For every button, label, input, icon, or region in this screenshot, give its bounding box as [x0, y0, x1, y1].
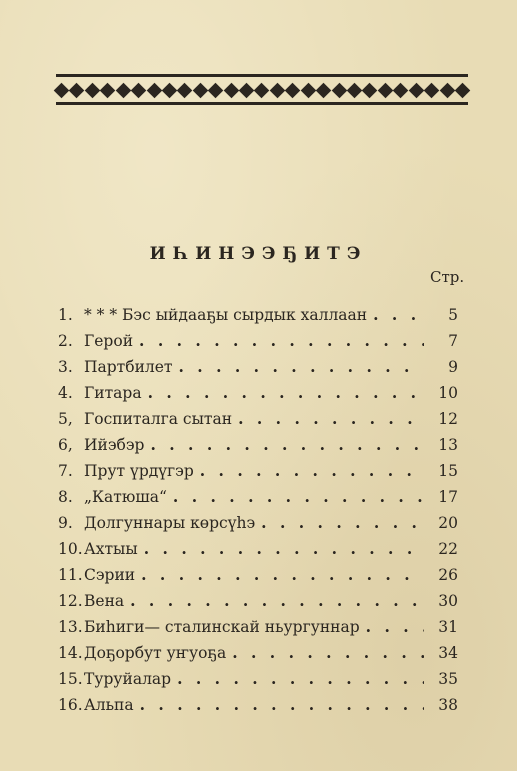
- dot-leader: [173, 484, 424, 510]
- entry-title: Сэрии: [84, 566, 136, 584]
- diamond-ornament-icon: [193, 82, 209, 98]
- entry-number: 16.: [58, 696, 83, 714]
- diamond-ornament-icon: [85, 82, 101, 98]
- ornament-diamonds: [56, 81, 468, 99]
- entry-title: Биһиги— сталинскай ньургуннар: [84, 618, 360, 636]
- diamond-ornament-icon: [285, 82, 301, 98]
- dot-leader: [140, 692, 424, 718]
- entry-title: „Катюша“: [84, 488, 167, 506]
- diamond-ornament-icon: [100, 82, 116, 98]
- entry-page: 20: [438, 514, 458, 532]
- entry-number: 4.: [58, 384, 73, 402]
- dot-leader: [150, 432, 424, 458]
- diamond-ornament-icon: [424, 82, 440, 98]
- entry-number: 6,: [58, 436, 73, 454]
- diamond-ornament-icon: [439, 82, 455, 98]
- entry-page: 22: [438, 540, 458, 558]
- entry-page: 15: [438, 462, 458, 480]
- entry-title: Доҕорбут уҥуоҕа: [84, 644, 227, 662]
- page-column-label: Стр.: [430, 268, 465, 286]
- entry-page: 31: [438, 618, 458, 636]
- toc-entry[interactable]: [58, 458, 458, 484]
- toc-entry[interactable]: [58, 536, 458, 562]
- diamond-ornament-icon: [146, 82, 162, 98]
- toc-entry[interactable]: [58, 666, 458, 692]
- toc-entry[interactable]: [58, 588, 458, 614]
- diamond-ornament-icon: [162, 82, 178, 98]
- entry-page: 10: [438, 384, 458, 402]
- dot-leader: [130, 588, 424, 614]
- entry-title: Ийэбэр: [84, 436, 145, 454]
- entry-title: Партбилет: [84, 358, 173, 376]
- entry-page: 5: [448, 306, 458, 324]
- diamond-ornament-icon: [115, 82, 131, 98]
- toc-entry[interactable]: [58, 380, 458, 406]
- entry-number: 14.: [58, 644, 83, 662]
- contents-heading: ИҺИНЭЭҔИТЭ: [149, 244, 368, 264]
- entry-page: 30: [438, 592, 458, 610]
- diamond-ornament-icon: [223, 82, 239, 98]
- entry-title: Альпа: [84, 696, 134, 714]
- dot-leader: [179, 354, 424, 380]
- entry-number: 9.: [58, 514, 73, 532]
- ornament-rule-bottom: [56, 102, 468, 105]
- table-of-contents: [58, 302, 458, 718]
- dot-leader: [141, 562, 424, 588]
- entry-title: Ахтыы: [84, 540, 138, 558]
- diamond-ornament-icon: [408, 82, 424, 98]
- diamond-ornament-icon: [347, 82, 363, 98]
- dot-leader: [261, 510, 424, 536]
- diamond-ornament-icon: [54, 82, 70, 98]
- diamond-ornament-icon: [362, 82, 378, 98]
- entry-title: Вена: [84, 592, 125, 610]
- entry-number: 2.: [58, 332, 73, 350]
- entry-number: 3.: [58, 358, 73, 376]
- diamond-ornament-icon: [254, 82, 270, 98]
- dot-leader: [373, 302, 424, 328]
- entry-title: Туруйалар: [84, 670, 172, 688]
- entry-number: 5,: [58, 410, 73, 428]
- ornament-rule-top: [56, 74, 468, 77]
- entry-number: 15.: [58, 670, 83, 688]
- diamond-ornament-icon: [455, 82, 471, 98]
- diamond-ornament-icon: [131, 82, 147, 98]
- entry-number: 13.: [58, 618, 83, 636]
- toc-entry[interactable]: [58, 328, 458, 354]
- toc-entry[interactable]: [58, 406, 458, 432]
- entry-page: 34: [438, 644, 458, 662]
- entry-title: Долгуннары көрсүһэ: [84, 514, 256, 532]
- entry-title: * * * Бэс ыйдааҕы сырдык халлаан: [84, 306, 368, 324]
- toc-entry[interactable]: [58, 614, 458, 640]
- diamond-ornament-icon: [69, 82, 85, 98]
- entry-number: 10.: [58, 540, 83, 558]
- diamond-ornament-icon: [300, 82, 316, 98]
- toc-entry[interactable]: [58, 484, 458, 510]
- dot-leader: [366, 614, 424, 640]
- decorative-border: [56, 74, 468, 106]
- toc-entry[interactable]: [58, 692, 458, 718]
- entry-page: 17: [438, 488, 458, 506]
- diamond-ornament-icon: [239, 82, 255, 98]
- diamond-ornament-icon: [316, 82, 332, 98]
- entry-page: 12: [438, 410, 458, 428]
- entry-title: Герой: [84, 332, 134, 350]
- dot-leader: [238, 406, 424, 432]
- toc-entry[interactable]: [58, 354, 458, 380]
- dot-leader: [144, 536, 424, 562]
- dot-leader: [139, 328, 424, 354]
- entry-page: 9: [448, 358, 458, 376]
- entry-number: 7.: [58, 462, 73, 480]
- entry-number: 1.: [58, 306, 73, 324]
- toc-entry[interactable]: [58, 302, 458, 328]
- diamond-ornament-icon: [177, 82, 193, 98]
- toc-entry[interactable]: [58, 510, 458, 536]
- entry-page: 26: [438, 566, 458, 584]
- entry-number: 11.: [58, 566, 83, 584]
- toc-entry[interactable]: [58, 562, 458, 588]
- entry-page: 7: [448, 332, 458, 350]
- toc-entry[interactable]: [58, 640, 458, 666]
- diamond-ornament-icon: [378, 82, 394, 98]
- entry-page: 13: [438, 436, 458, 454]
- dot-leader: [200, 458, 424, 484]
- entry-page: 38: [438, 696, 458, 714]
- dot-leader: [148, 380, 424, 406]
- entry-title: Госпиталга сытан: [84, 410, 233, 428]
- toc-entry[interactable]: [58, 432, 458, 458]
- entry-number: 12.: [58, 592, 83, 610]
- diamond-ornament-icon: [331, 82, 347, 98]
- entry-page: 35: [438, 670, 458, 688]
- dot-leader: [177, 666, 424, 692]
- entry-title: Гитара: [84, 384, 142, 402]
- dot-leader: [232, 640, 424, 666]
- diamond-ornament-icon: [208, 82, 224, 98]
- diamond-ornament-icon: [393, 82, 409, 98]
- entry-title: Прут үрдүгэр: [84, 462, 194, 480]
- diamond-ornament-icon: [270, 82, 286, 98]
- entry-number: 8.: [58, 488, 73, 506]
